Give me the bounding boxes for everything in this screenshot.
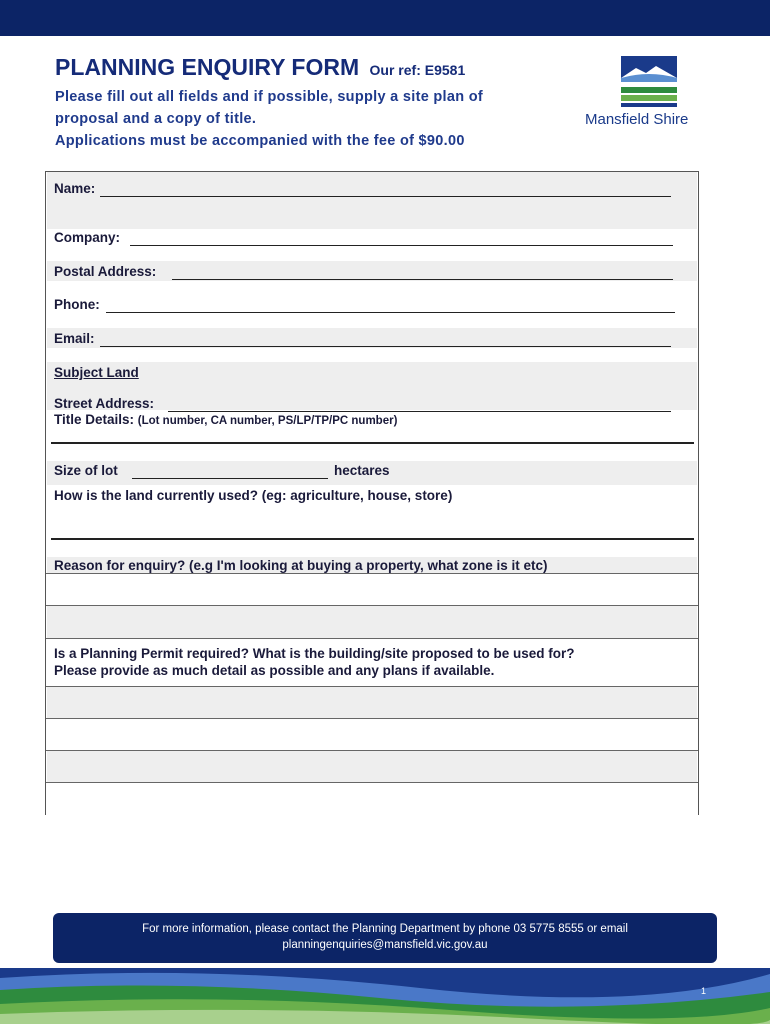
phone-label: Phone: [54,297,100,312]
street-address-label: Street Address: [54,396,155,411]
permit-answer-line-1[interactable] [46,686,698,687]
permit-answer-shade-1 [47,687,697,719]
title-details-input[interactable] [51,442,694,444]
permit-answer-line-2[interactable] [46,718,698,719]
name-label: Name: [54,181,96,196]
intro-line-1: Please fill out all fields and if possible, supply a site plan of [55,89,484,105]
permit-answer-line-4[interactable] [46,782,698,783]
permit-answer-shade-2 [47,751,697,783]
enquiry-form [45,171,699,815]
intro-line-2: proposal and a copy of title. [55,111,257,127]
reason-answer-shade [47,606,697,638]
email-row-shade [47,328,697,348]
contact-footer [53,913,717,963]
logo-text: Mansfield Shire [585,111,689,128]
email-input[interactable] [100,346,671,347]
title-details-label [54,412,397,427]
reason-answer-line-2[interactable] [46,638,698,639]
page-title [55,54,465,81]
hectares-label: hectares [334,463,390,478]
reference-number: Our ref: E9581 [369,62,466,78]
reason-question: Reason for enquiry? (e.g I'm looking at buying a property, what zone is it etc) [54,558,548,573]
subject-land-heading: Subject Land [54,365,139,380]
postal-address-label: Postal Address: [54,264,157,279]
permit-answer-line-3[interactable] [46,750,698,751]
reason-answer-line-1[interactable] [46,605,698,606]
size-of-lot-input[interactable] [132,478,328,479]
name-input[interactable] [100,196,671,197]
permit-question-1: Is a Planning Permit required? What is the building/site proposed to be used for? [54,646,575,661]
contact-line-1: For more information, please contact the Planning Department by phone 03 5775 8555 or email [142,923,628,935]
land-use-question: How is the land currently used? (eg: agriculture, house, store) [54,488,453,503]
title-details-note: (Lot number, CA number, PS/LP/TP/PC number) [137,415,398,427]
intro-line-3: Applications must be accompanied with the fee of $90.00 [55,133,465,149]
email-label: Email: [54,331,95,346]
title-details-text: Title Details: [54,412,138,427]
size-of-lot-label: Size of lot [54,463,118,478]
page-number: 1 [701,986,707,996]
company-input[interactable] [130,245,673,246]
company-label: Company: [54,230,121,245]
form-title: PLANNING ENQUIRY FORM [55,54,360,80]
reason-divider [46,573,698,574]
postal-address-input[interactable] [172,279,673,280]
name-row-shade [47,172,697,229]
top-banner [0,0,770,36]
land-use-input[interactable] [51,538,694,540]
permit-question-2: Please provide as much detail as possible and any plans if available. [54,663,495,678]
footer-wave-decoration [0,968,770,1024]
phone-input[interactable] [106,312,675,313]
contact-email: planningenquiries@mansfield.vic.gov.au [282,939,488,951]
